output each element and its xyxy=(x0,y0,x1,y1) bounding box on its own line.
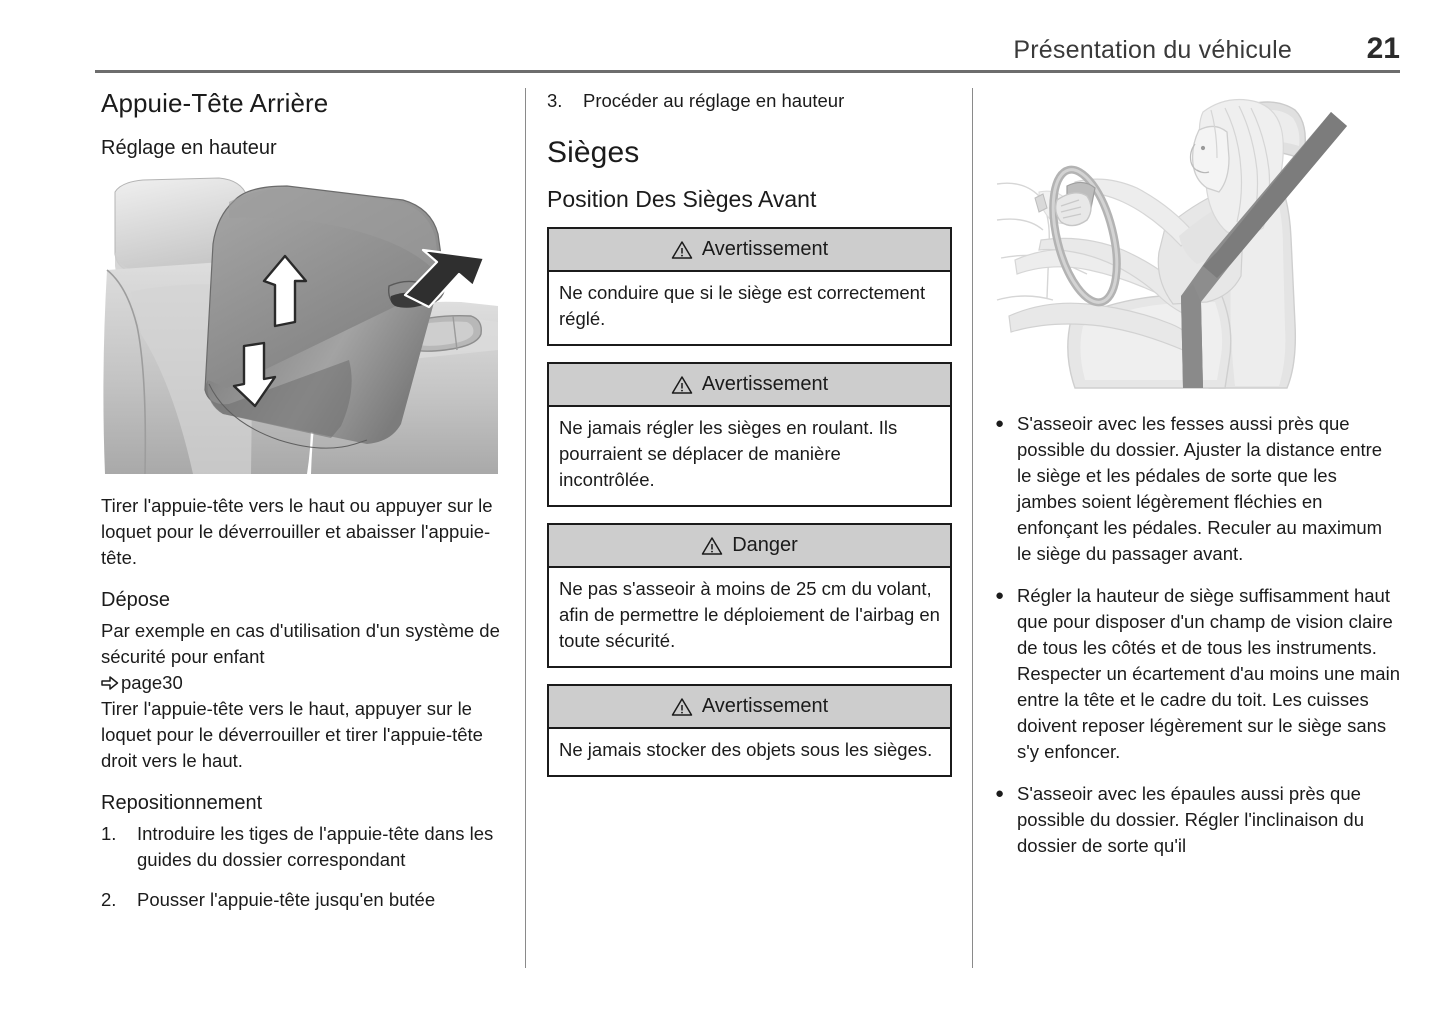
left-paragraph-1: Tirer l'appuie-tête vers le haut ou appuyer sur le loquet pour le déverrouiller et abaisser l'appuie-tête. xyxy=(101,495,493,568)
page-header xyxy=(95,32,1400,72)
header-rule xyxy=(95,70,1400,73)
warning-box-label: Avertissement xyxy=(701,373,829,395)
bullet-icon: ● xyxy=(995,415,1005,432)
danger-box-header xyxy=(549,525,950,568)
danger-box-body: Ne pas s'asseoir à moins de 25 cm du volant, afin de permettre le déploiement de l'airbag en toute sécurité. xyxy=(559,578,940,651)
heading-repositionnement: Repositionnement xyxy=(101,792,263,814)
page-reference-label: page30 xyxy=(121,672,183,693)
column-divider-right xyxy=(972,88,973,968)
repositionnement-steps-continued xyxy=(547,88,952,114)
warning-box-header xyxy=(549,364,950,407)
subsection-title-reglage-hauteur: Réglage en hauteur xyxy=(101,137,277,159)
warning-triangle-icon xyxy=(701,536,723,556)
subsection-title-position-sieges-avant: Position Des Sièges Avant xyxy=(547,186,817,212)
list-item xyxy=(995,583,1400,765)
list-item xyxy=(101,887,501,913)
step-number: 2. xyxy=(101,889,117,910)
section-title-appuie-tete: Appuie-Tête Arrière xyxy=(101,88,329,118)
warning-triangle-icon xyxy=(671,697,693,717)
danger-box xyxy=(547,523,952,668)
left-paragraph-3: Tirer l'appuie-tête vers le haut, appuyer sur le loquet pour le déverrouiller et tirer l'appuie-tête droit vers le haut. xyxy=(101,698,483,771)
list-item xyxy=(995,411,1400,567)
step-number: 3. xyxy=(547,90,563,111)
figure-rear-headrest xyxy=(101,174,498,479)
warning-box xyxy=(547,227,952,346)
page-title: Présentation du véhicule xyxy=(1013,36,1292,64)
warning-box-label: Avertissement xyxy=(701,695,829,717)
middle-column xyxy=(547,88,952,793)
right-column xyxy=(995,88,1400,875)
warning-box-header xyxy=(549,686,950,729)
warning-box-body: Ne jamais stocker des objets sous les sièges. xyxy=(559,739,933,760)
bullet-text: S'asseoir avec les épaules aussi près que possible du dossier. Régler l'inclinaison du dossier de sorte qu'il xyxy=(1017,783,1365,856)
figure-driver-seating-position xyxy=(995,88,1383,393)
left-column xyxy=(101,88,501,927)
warning-box-body: Ne jamais régler les sièges en roulant. Ils pourraient se déplacer de manière incontrôlée. xyxy=(559,417,898,490)
danger-box-label: Danger xyxy=(732,534,798,556)
warning-triangle-icon xyxy=(671,375,693,395)
page-reference[interactable] xyxy=(101,670,501,696)
warning-box xyxy=(547,684,952,777)
list-item xyxy=(547,88,952,114)
warning-box-label: Avertissement xyxy=(701,238,829,260)
step-text: Introduire les tiges de l'appuie-tête dans les guides du dossier correspondant xyxy=(137,823,494,870)
repositionnement-steps xyxy=(101,821,501,913)
warning-triangle-icon xyxy=(671,240,693,260)
step-text: Pousser l'appuie-tête jusqu'en butée xyxy=(137,889,436,910)
bullet-icon: ● xyxy=(995,785,1005,802)
bullet-text: Régler la hauteur de siège suffisamment haut que pour disposer d'un champ de vision claire de tous les côtés et de tous les instruments. Respecter un écartement d'au moins une main entre la tête et le cadre du toit. Les cuisses doivent reposer légèrement sur le siège sans s'y enfoncer. xyxy=(1017,585,1400,762)
bullet-icon: ● xyxy=(995,587,1005,604)
page-number: 21 xyxy=(1366,32,1400,65)
right-arrow-icon xyxy=(101,674,119,692)
list-item xyxy=(101,821,501,873)
list-item xyxy=(995,781,1400,859)
seating-position-bullets xyxy=(995,411,1400,859)
warning-box xyxy=(547,362,952,507)
warning-box-body: Ne conduire que si le siège est correctement réglé. xyxy=(559,282,926,329)
left-paragraph-2: Par exemple en cas d'utilisation d'un système de sécurité pour enfant xyxy=(101,620,500,667)
column-divider-left xyxy=(525,88,526,968)
step-number: 1. xyxy=(101,823,117,844)
bullet-text: S'asseoir avec les fesses aussi près que possible du dossier. Ajuster la distance entre le siège et les pédales de sorte que les jambes soient légèrement fléchies en enfonçant les pédales. Reculer au maximum le siège du passager avant. xyxy=(1017,413,1383,564)
step-text: Procéder au réglage en hauteur xyxy=(583,90,845,111)
warning-box-header xyxy=(549,229,950,272)
heading-depose: Dépose xyxy=(101,589,170,611)
section-title-sieges: Sièges xyxy=(547,136,640,169)
